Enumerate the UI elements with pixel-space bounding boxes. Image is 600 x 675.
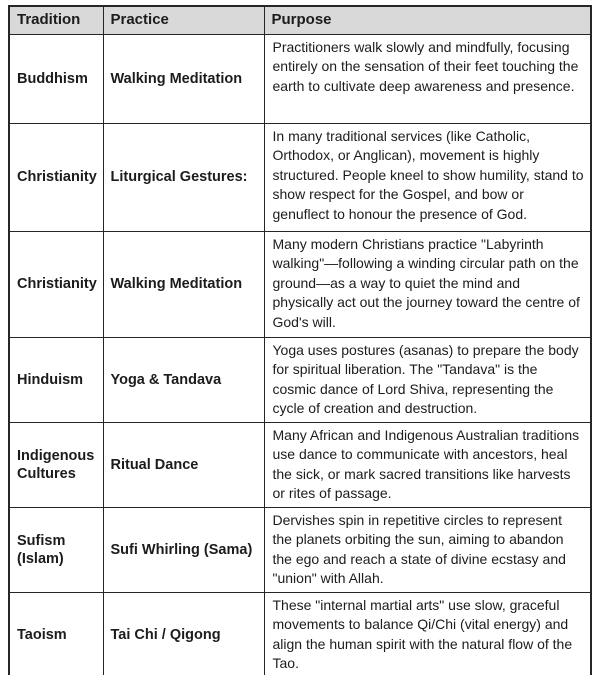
column-header-purpose: Purpose xyxy=(264,6,591,34)
purpose-cell: These "internal martial arts" use slow, graceful movements to balance Qi/Chi (vital energy) and align the human spirit with the natural flow of the Tao. xyxy=(264,592,591,675)
header-row xyxy=(9,6,591,34)
purpose-cell: Practitioners walk slowly and mindfully, focusing entirely on the sensation of their feet touching the earth to cultivate deep awareness and presence. xyxy=(264,34,591,123)
practice-cell: Tai Chi / Qigong xyxy=(103,592,264,675)
tradition-cell: Indigenous Cultures xyxy=(9,422,103,507)
tradition-cell: Christianity xyxy=(9,123,103,231)
table-row-christianity-liturgical xyxy=(9,123,591,231)
practice-cell: Liturgical Gestures: xyxy=(103,123,264,231)
purpose-cell: Yoga uses postures (asanas) to prepare the body for spiritual liberation. The "Tandava" is the cosmic dance of Lord Shiva, representing the cycle of creation and destruction. xyxy=(264,337,591,422)
column-header-practice: Practice xyxy=(103,6,264,34)
purpose-cell: Dervishes spin in repetitive circles to represent the planets orbiting the sun, aiming to abandon the ego and reach a state of divine ecstasy and "union" with Allah. xyxy=(264,507,591,592)
purpose-cell: Many African and Indigenous Australian traditions use dance to communicate with ancestors, heal the sick, or mark sacred transitions like harvests or rites of passage. xyxy=(264,422,591,507)
purpose-cell: Many modern Christians practice "Labyrinth walking"—following a winding circular path on the ground—as a way to quiet the mind and physically act out the journey toward the centre of God's will. xyxy=(264,231,591,337)
practice-cell: Walking Meditation xyxy=(103,231,264,337)
table-row-buddhism xyxy=(9,34,591,123)
practice-cell: Yoga & Tandava xyxy=(103,337,264,422)
table-row-taoism xyxy=(9,592,591,675)
spiritual-movement-practices-table xyxy=(8,5,592,675)
table-row-sufism xyxy=(9,507,591,592)
tradition-cell: Taoism xyxy=(9,592,103,675)
table-row-hinduism xyxy=(9,337,591,422)
tradition-cell: Sufism (Islam) xyxy=(9,507,103,592)
tradition-cell: Hinduism xyxy=(9,337,103,422)
tradition-cell: Buddhism xyxy=(9,34,103,123)
practice-cell: Sufi Whirling (Sama) xyxy=(103,507,264,592)
table-row-indigenous-cultures xyxy=(9,422,591,507)
practice-cell: Ritual Dance xyxy=(103,422,264,507)
table-row-christianity-walking xyxy=(9,231,591,337)
column-header-tradition: Tradition xyxy=(9,6,103,34)
purpose-cell: In many traditional services (like Catholic, Orthodox, or Anglican), movement is highly structured. People kneel to show humility, stand to show respect for the Gospel, and bow or genuflect to honour the presence of God. xyxy=(264,123,591,231)
practice-cell: Walking Meditation xyxy=(103,34,264,123)
tradition-cell: Christianity xyxy=(9,231,103,337)
